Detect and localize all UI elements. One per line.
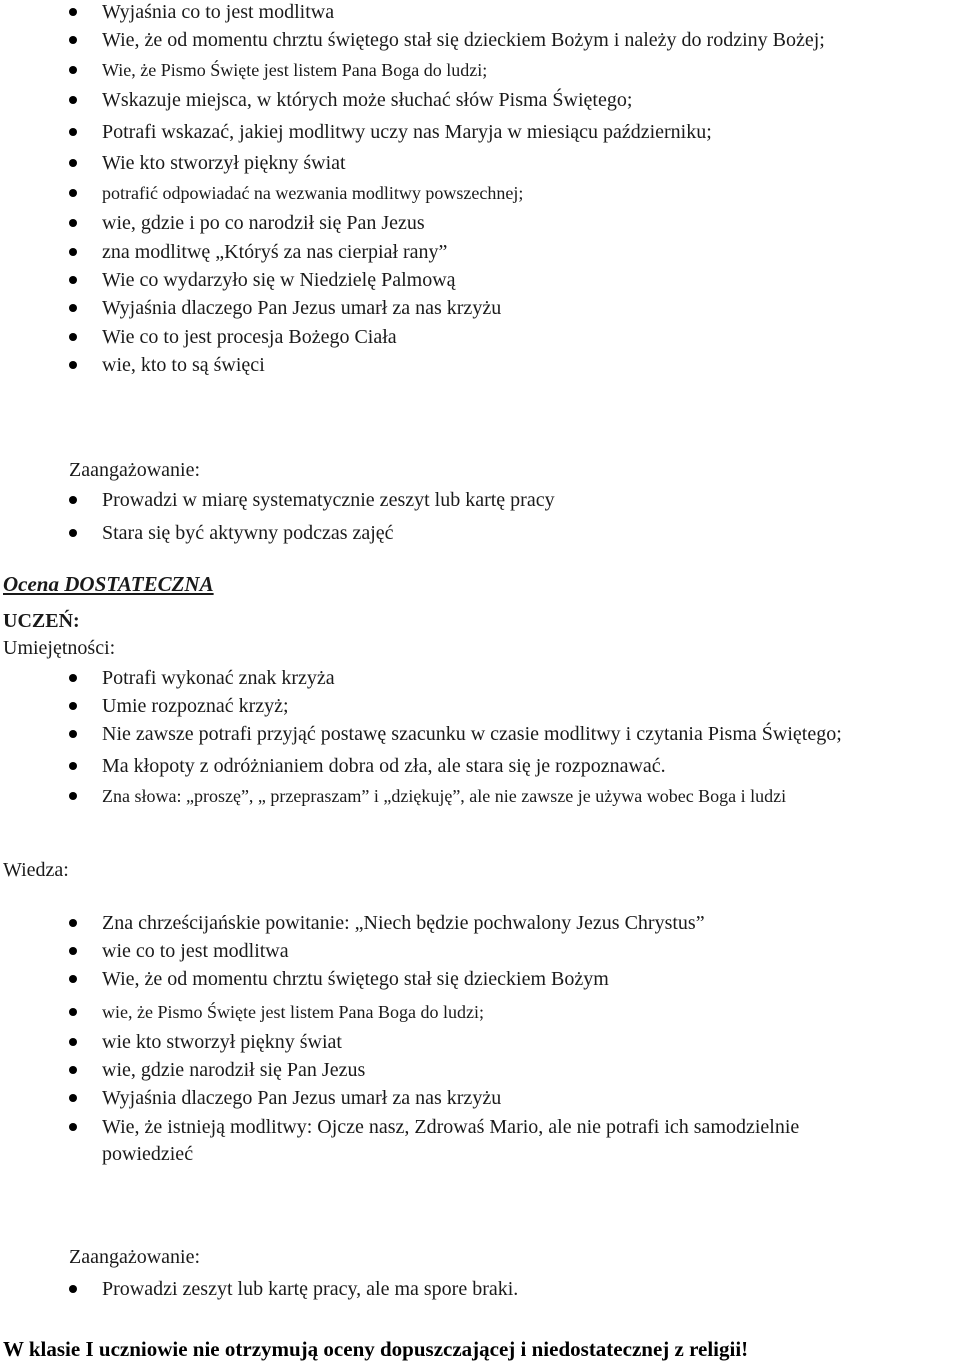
list-item: wie, gdzie narodził się Pan Jezus xyxy=(0,1058,960,1082)
list-item: wie co to jest modlitwa xyxy=(0,939,960,963)
bullet-icon xyxy=(69,333,77,341)
list-item: Wie, że istnieją modlitwy: Ojcze nasz, Zdrowaś Mario, ale nie potrafi ich samodzielnie xyxy=(0,1115,960,1139)
bullet-icon xyxy=(69,96,77,104)
list-item: Wie co wydarzyło się w Niedzielę Palmową xyxy=(0,268,960,292)
list-item: Potrafi wskazać, jakiej modlitwy uczy nas Maryja w miesiącu październiku; xyxy=(0,120,960,144)
bullet-icon xyxy=(69,792,77,800)
final-note: W klasie I uczniowie nie otrzymują oceny dopuszczającej i niedostatecznej z religii! xyxy=(3,1337,749,1361)
list-item: Zna słowa: „proszę”, „ przepraszam” i „dziękuję”, ale nie zawsze je używa wobec Boga i ludzi xyxy=(0,784,960,808)
bullet-icon xyxy=(69,1094,77,1102)
bullet-icon xyxy=(69,947,77,955)
list-item: Zna chrześcijańskie powitanie: „Niech będzie pochwalony Jezus Chrystus” xyxy=(0,911,960,935)
bullet-icon xyxy=(69,128,77,136)
bullet-icon xyxy=(69,66,77,74)
knowledge-heading: Wiedza: xyxy=(3,859,69,881)
bullet-icon xyxy=(69,762,77,770)
list-item: Potrafi wykonać znak krzyża xyxy=(0,666,960,690)
grade-heading: Ocena DOSTATECZNA xyxy=(3,572,214,596)
bullet-icon xyxy=(69,674,77,682)
bullet-icon xyxy=(69,304,77,312)
bullet-icon xyxy=(69,159,77,167)
list-item: wie kto stworzył piękny świat xyxy=(0,1030,960,1054)
zaangazowanie-heading: Zaangażowanie: xyxy=(69,459,201,481)
list-item: Prowadzi zeszyt lub kartę pracy, ale ma spore braki. xyxy=(0,1277,960,1301)
list-item: potrafić odpowiadać na wezwania modlitwy powszechnej; xyxy=(0,181,960,205)
list-item: Wie co to jest procesja Bożego Ciała xyxy=(0,325,960,349)
bullet-icon xyxy=(69,8,77,16)
list-item: Wie, że Pismo Święte jest listem Pana Boga do ludzi; xyxy=(0,58,960,82)
bullet-icon xyxy=(69,189,77,197)
bullet-icon xyxy=(69,248,77,256)
bullet-icon xyxy=(69,1008,77,1016)
list-item: Ma kłopoty z odróżnianiem dobra od zła, ale stara się je rozpoznawać. xyxy=(0,754,960,778)
bullet-icon xyxy=(69,36,77,44)
list-item: Wskazuje miejsca, w których może słuchać słów Pisma Świętego; xyxy=(0,88,960,112)
list-item: Stara się być aktywny podczas zajęć xyxy=(0,521,960,545)
bullet-icon xyxy=(69,919,77,927)
list-item: zna modlitwę „Któryś za nas cierpiał rany” xyxy=(0,240,960,264)
bullet-icon xyxy=(69,975,77,983)
list-item: Prowadzi w miarę systematycznie zeszyt lub kartę pracy xyxy=(0,488,960,512)
list-item: wie, że Pismo Święte jest listem Pana Boga do ludzi; xyxy=(0,1000,960,1024)
bullet-icon xyxy=(69,529,77,537)
list-item: Wie kto stworzył piękny świat xyxy=(0,151,960,175)
bullet-icon xyxy=(69,1123,77,1131)
list-item: Wyjaśnia co to jest modlitwa xyxy=(0,0,960,24)
bullet-icon xyxy=(69,219,77,227)
list-item: Wie, że od momentu chrztu świętego stał się dzieckiem Bożym i należy do rodziny Bożej; xyxy=(0,28,960,52)
bullet-icon xyxy=(69,361,77,369)
list-item: Umie rozpoznać krzyż; xyxy=(0,694,960,718)
student-heading: UCZEŃ: xyxy=(3,610,80,632)
list-item: Wie, że od momentu chrztu świętego stał się dzieckiem Bożym xyxy=(0,967,960,991)
bullet-icon xyxy=(69,1038,77,1046)
list-item-continuation: powiedzieć xyxy=(102,1143,194,1165)
list-item: Wyjaśnia dlaczego Pan Jezus umarł za nas krzyżu xyxy=(0,1086,960,1110)
bullet-icon xyxy=(69,1285,77,1293)
list-item: Nie zawsze potrafi przyjąć postawę szacunku w czasie modlitwy i czytania Pisma Świętego; xyxy=(0,722,960,746)
list-item: Wyjaśnia dlaczego Pan Jezus umarł za nas krzyżu xyxy=(0,296,960,320)
bullet-icon xyxy=(69,496,77,504)
zaangazowanie-heading: Zaangażowanie: xyxy=(69,1246,201,1268)
list-item: wie, kto to są święci xyxy=(0,353,960,377)
bullet-icon xyxy=(69,276,77,284)
bullet-icon xyxy=(69,1066,77,1074)
skills-heading: Umiejętności: xyxy=(3,637,116,659)
list-item: wie, gdzie i po co narodził się Pan Jezus xyxy=(0,211,960,235)
bullet-icon xyxy=(69,702,77,710)
bullet-icon xyxy=(69,730,77,738)
